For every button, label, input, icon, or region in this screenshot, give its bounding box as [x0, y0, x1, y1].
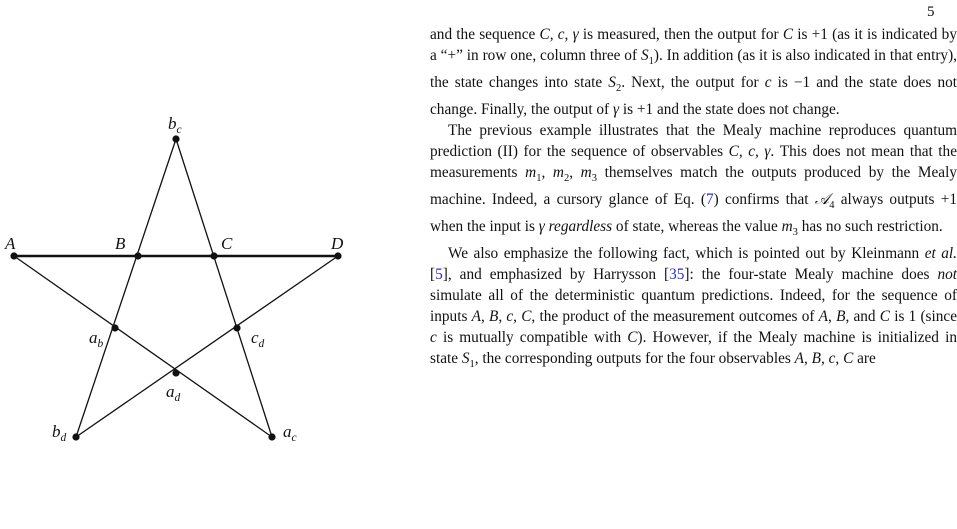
point-cd	[233, 324, 240, 331]
label-cd: $c_d$	[251, 328, 265, 350]
label-C: C	[221, 234, 233, 253]
math-symbol: S	[608, 74, 616, 92]
math-symbol: m	[781, 218, 793, 236]
math-symbol: C	[627, 329, 638, 347]
math-symbol: m	[525, 164, 537, 182]
label-B: B	[115, 234, 126, 253]
label-A: A	[5, 234, 16, 253]
point-bc	[172, 135, 179, 142]
math-symbol: S	[640, 47, 649, 64]
line-a-ac	[14, 256, 272, 437]
math-symbol: c	[764, 74, 772, 92]
math-symbol: γ	[538, 218, 545, 236]
point-bd	[72, 433, 79, 440]
emphasis: et al.	[924, 245, 957, 263]
point-C	[210, 252, 217, 259]
line-bc-ad	[176, 139, 272, 437]
math-subscript: 2	[615, 83, 622, 95]
text-column	[430, 24, 957, 375]
paragraph-3: We also emphasize the following fact, which is pointed out by Kleinmann et al. [5], and emphasized by Harrysson [35]: the four-state Mealy machine does not simulate all of the deterministic quantum predictions. Indeed, for the sequence of inputs A, B, c, C, the product of the measurement outcomes of A, B, and C is 1 (since c is mutually compatible with C). However, if the Mealy machine is initialized in state $S_1$, the corresponding outputs for the four observables A, B, c, C are	[430, 245, 957, 371]
math-symbol: 𝒜	[814, 191, 830, 209]
math-symbol: C, c, γ	[539, 26, 579, 43]
page-number: 5	[927, 4, 935, 20]
math-subscript: 2	[563, 173, 570, 185]
paragraph-1: and the sequence C, c, γ is measured, then the output for C is +1 (as it is indicated by a “+” in row one, column three of $S_1$). In addition (as it is also indicated in that entry), the state changes into state $S_2$. Next, the output for c is −1 and the state does not change. Finally, the output of γ is +1 and the state does not change.	[430, 26, 957, 119]
math-subscript: 1	[648, 56, 654, 68]
point-ab	[111, 324, 118, 331]
reference-link[interactable]: 7	[705, 191, 714, 209]
math-symbol: m	[552, 164, 564, 182]
math-subscript: 3	[792, 227, 798, 239]
math-symbol: A, B, c, C	[471, 308, 532, 326]
math-symbol: γ	[612, 101, 619, 119]
math-symbol: A	[818, 308, 829, 326]
point-D	[334, 252, 341, 259]
label-D: D	[331, 234, 344, 253]
math-symbol: C, c, γ	[728, 143, 771, 161]
label-ad: $a_d$	[166, 382, 181, 404]
point-ad	[172, 369, 179, 376]
label-ab: $a_b$	[89, 328, 104, 350]
math-symbol: C	[782, 26, 794, 43]
math-symbol: A, B, c, C	[794, 350, 854, 368]
math-symbol: S	[461, 350, 470, 368]
math-symbol: B	[836, 308, 846, 326]
point-B	[134, 252, 141, 259]
reference-link[interactable]: 5	[435, 266, 443, 284]
line-d-bd	[76, 256, 338, 437]
math-symbol: c	[430, 329, 437, 347]
paragraph-2: The previous example illustrates that the Mealy machine reproduces quantum prediction (II) for the sequence of observables C, c, γ. This does not mean that the measurements $m_1$, $m_2$, $m_3$ themselves match the outputs produced by the Mealy machine. Indeed, a cursory glance of Eq. (7) confirms that 𝒜$_4$ always outputs +1 when the input is γ regardless of state, whereas the value $m_3$ has no such restriction.	[430, 122, 957, 239]
emphasis: regardless	[548, 218, 613, 236]
label-bc: $b_c$	[168, 114, 182, 136]
math-subscript: 3	[591, 173, 597, 185]
label-ac: $a_c$	[283, 422, 297, 444]
emphasis: not	[937, 266, 957, 284]
math-symbol: C	[879, 308, 890, 326]
line-bc-bd	[76, 139, 176, 437]
point-A	[10, 252, 17, 259]
math-subscript: 4	[829, 200, 835, 212]
label-bd: $b_d$	[52, 422, 67, 444]
math-subscript: 1	[469, 359, 475, 371]
point-ac	[268, 433, 275, 440]
math-symbol: m	[580, 164, 592, 182]
reference-link[interactable]: 35	[669, 266, 685, 284]
math-subscript: 1	[536, 173, 542, 185]
pentagram-figure	[0, 0, 420, 529]
